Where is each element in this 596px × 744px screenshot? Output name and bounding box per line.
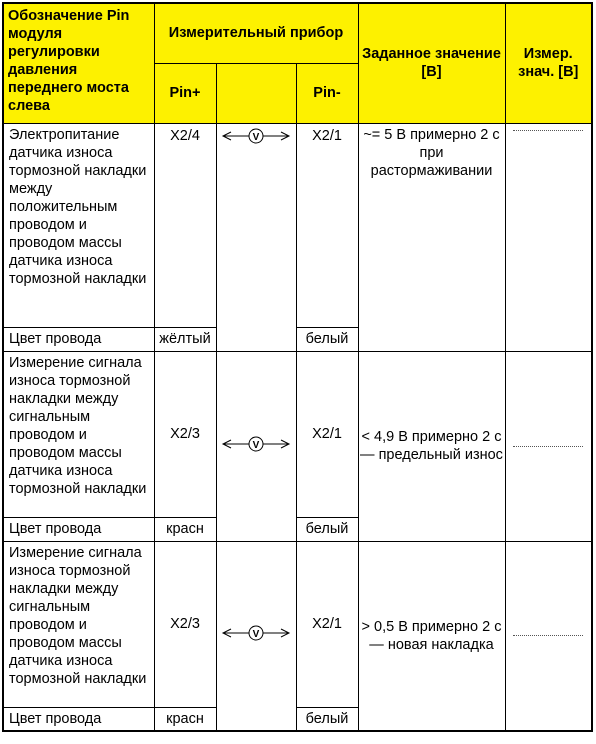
wire-color-label: Цвет провода [3,327,154,351]
row-description: Измерение сигнала износа тормозной накладки между сигнальным проводом и проводом массы датчика износа тормозной накладки [3,541,154,707]
wire-color-minus: белый [296,327,358,351]
row-pin-plus: X2/3 [154,351,216,517]
row-pin-minus: X2/1 [296,351,358,517]
row-pin-minus: X2/1 [296,541,358,707]
measured-value-placeholder [513,446,583,447]
voltmeter-symbol [216,541,296,731]
wire-color-label: Цвет провода [3,517,154,541]
row-set-value: < 4,9 В примерно 2 с — предельный износ [358,351,505,541]
table-row [3,351,592,517]
meter-symbol-header [216,63,296,123]
voltmeter-icon [221,623,291,643]
table-row [3,541,592,707]
voltmeter-icon [221,434,291,454]
set-value-header: Заданное значение [В] [358,3,505,123]
measured-value-header: Измер. знач. [В] [505,3,592,123]
row-set-value: > 0,5 В примерно 2 с — новая накладка [358,541,505,731]
voltmeter-symbol [216,351,296,541]
table-row [3,123,592,327]
wire-color-plus: красн [154,707,216,731]
voltmeter-symbol [216,123,296,351]
row-measured-value [505,541,592,731]
pin-minus-header: Pin- [296,63,358,123]
wire-color-label: Цвет провода [3,707,154,731]
row-measured-value [505,351,592,541]
measured-value-placeholder [513,130,583,131]
voltmeter-label: V [252,131,260,143]
wire-color-plus: красн [154,517,216,541]
row-measured-value [505,123,592,351]
pin-designation-header: Обозначение Pin модуля регулировки давления переднего моста слева [3,3,154,123]
pin-plus-header: Pin+ [154,63,216,123]
wire-color-minus: белый [296,707,358,731]
row-description: Измерение сигнала износа тормозной накладки между сигнальным проводом и проводом массы датчика износа тормозной накладки [3,351,154,517]
device-header: Измерительный прибор [154,3,358,63]
voltmeter-label: V [252,439,260,451]
row-description: Электропитание датчика износа тормозной накладки между положительным проводом и проводом массы датчика износа тормозной накладки [3,123,154,327]
voltmeter-label: V [252,629,260,641]
voltmeter-icon [221,126,291,146]
header-row-1 [3,3,592,63]
row-pin-plus: X2/3 [154,541,216,707]
row-pin-plus: X2/4 [154,123,216,327]
row-pin-minus: X2/1 [296,123,358,327]
wire-color-minus: белый [296,517,358,541]
measured-value-placeholder [513,635,583,636]
wire-color-plus: жёлтый [154,327,216,351]
measurement-table [2,2,593,732]
row-set-value: ~= 5 В примерно 2 с при растормаживании [358,123,505,351]
